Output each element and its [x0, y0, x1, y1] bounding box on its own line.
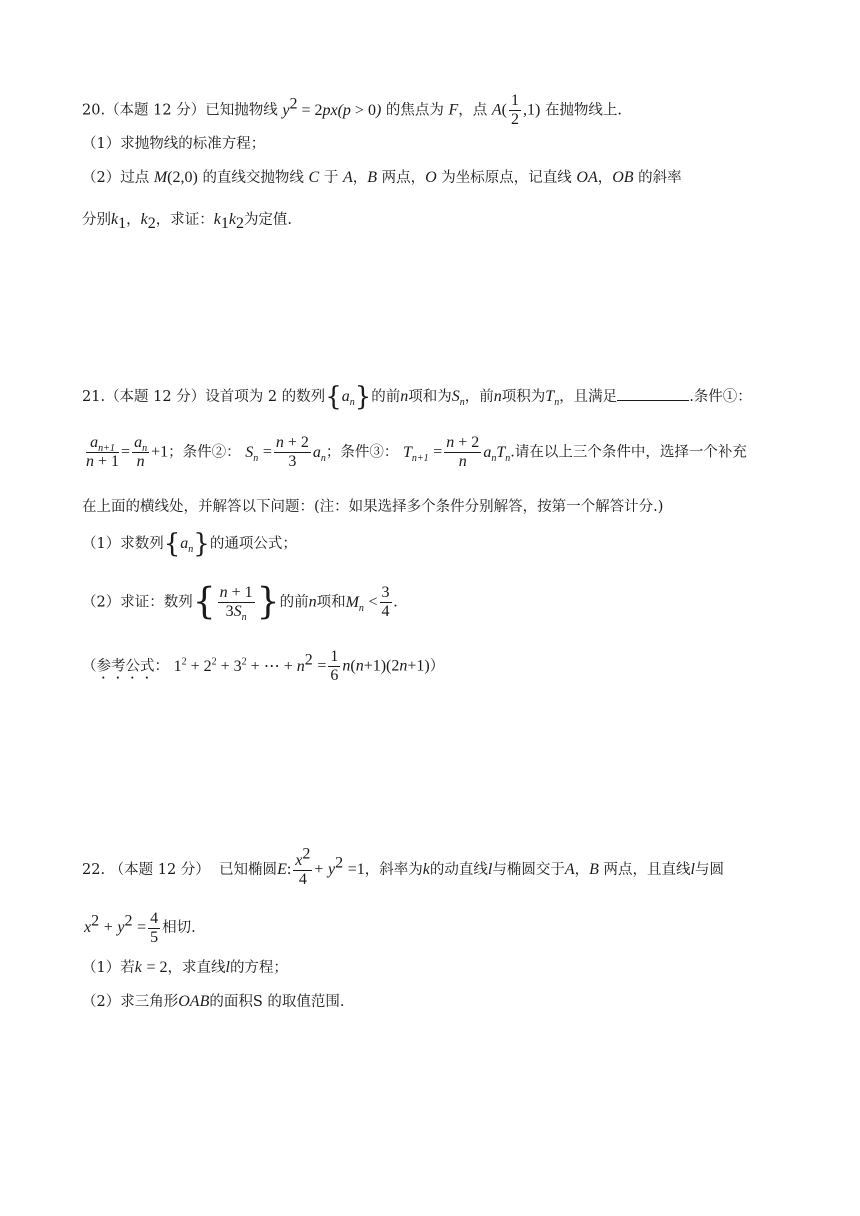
q22-circle: $x^2 + y^2$ = $\frac{4}{5}$ 相切. [84, 909, 196, 946]
q22-stem: 22. （本题 12 分） 已知椭圆E: $\frac{x^2}{4}$ + $y^2 =1$，斜率为k的动直线l与椭圆交于A，B 两点，且直线l与圆 [82, 845, 724, 888]
q21-instruction: 在上面的横线处，并解答以下问题：(注：如果选择多个条件分别解答，按第一个解答计分.) [82, 499, 664, 515]
q20-stem: 20.（本题 12 分）已知抛物线 $y^2 = 2px(p > 0)$ 的焦点为 F，点 A( $\frac{1}{2}$ ,1) 在抛物线上. [82, 92, 623, 128]
q22-part1: （1）若k = 2，求直线l的方程； [82, 959, 288, 976]
q21-stem: 21.（本题 12 分）设首项为 2 的数列$\{a_n\}$的前n项和为$S_n$，前n项积为$T_n$，且满足 .条件①： [82, 382, 752, 412]
q21-part2: （2）求证：数列{ $\frac{n + 1}{3S_n}$ }的前n项和$M_n$ < $\frac{3}{4}$ . [82, 581, 398, 624]
answer-blank [617, 386, 689, 401]
q20-part2-line2: 分别$k_1$，$k_2$，求证：$k_1k_2$为定值. [82, 211, 293, 233]
q21-conditions: $\frac{a_{n+1}}{n + 1}$ = $\frac{a_n}{n}$ +1；条件②： $S_n$ = $\frac{n + 2}{3}$ $a_n$；条件③： $T_{n+1}$ = $\frac{n + 2}{n}$ $a_nT_n$.请在以上三个条件中，选择一个补充 [86, 434, 747, 470]
q21-part1: （1）求数列$\{a_n\}$的通项公式； [82, 529, 297, 559]
q21-reference-formula: （参考公式： $1^2 + 2^2 + 3^2$ + ⋯ + $n^2$ = $\frac{1}{6}$ n(n+1)(2n+1)） [82, 648, 445, 684]
q20-part2-line1: （2）过点 M(2,0) 的直线交抛物线 C 于 A，B 两点，O 为坐标原点，记直线 OA，OB 的斜率 [82, 169, 682, 186]
q20-part1: （1）求抛物线的标准方程； [82, 136, 266, 152]
point-a: A( [491, 101, 507, 119]
q22-part2: （2）求三角形OAB的面积S 的取值范围. [82, 993, 345, 1010]
fraction-one-half: $\frac{1}{2}$ [511, 92, 519, 128]
parabola-equation: $y^2 = 2px(p > 0)$ [282, 95, 382, 119]
